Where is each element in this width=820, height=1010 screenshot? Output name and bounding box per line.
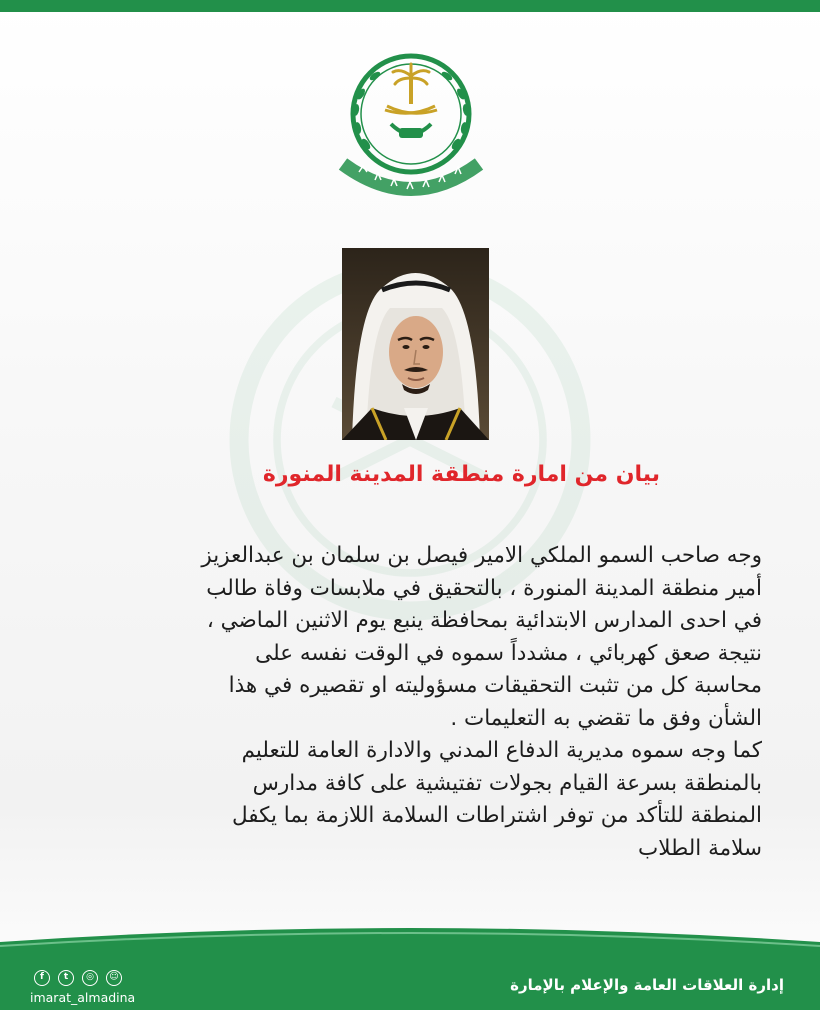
emirate-emblem-logo (325, 44, 497, 216)
body-line: محاسبة كل من تثبت التحقيقات مسؤوليته او تقصيره في هذا (228, 673, 762, 698)
social-handle: imarat_almadina (30, 990, 136, 1005)
instagram-icon[interactable]: ◎ (82, 970, 98, 986)
body-line: نتيجة صعق كهربائي ، مشدداً سموه في الوقت نفسه على (255, 640, 762, 666)
body-line: في احدى المدارس الابتدائية بمحافظة ينبع يوم الاثنين الماضي ، (206, 608, 762, 633)
body-line: كما وجه سموه مديرية الدفاع المدني والادارة العامة للتعليم (241, 738, 762, 763)
body-line: أمير منطقة المدينة المنورة ، بالتحقيق في ملابسات وفاة طالب (206, 575, 762, 601)
body-line: وجه صاحب السمو الملكي الامير فيصل بن سلمان بن عبدالعزيز (201, 543, 762, 568)
top-green-bar (0, 0, 820, 12)
statement-body (62, 540, 762, 865)
body-line: الشأن وفق ما تقضي به التعليمات . (450, 705, 762, 731)
body-line: المنطقة للتأكد من توفر اشتراطات السلامة اللازمة بما يكفل (231, 803, 762, 828)
department-name: إدارة العلاقات العامة والإعلام بالإمارة (510, 976, 784, 994)
social-icons (34, 970, 122, 986)
body-line: بالمنطقة بسرعة القيام بجولات تفتيشية على كافة مدارس (252, 770, 762, 796)
footer (0, 940, 820, 1010)
snapchat-icon[interactable]: ☺ (106, 970, 122, 986)
facebook-icon[interactable]: f (34, 970, 50, 986)
prince-portrait-photo (342, 248, 489, 440)
twitter-icon[interactable]: t (58, 970, 74, 986)
body-line: سلامة الطلاب (638, 835, 762, 861)
statement-title: بيان من امارة منطقة المدينة المنورة (262, 462, 660, 487)
